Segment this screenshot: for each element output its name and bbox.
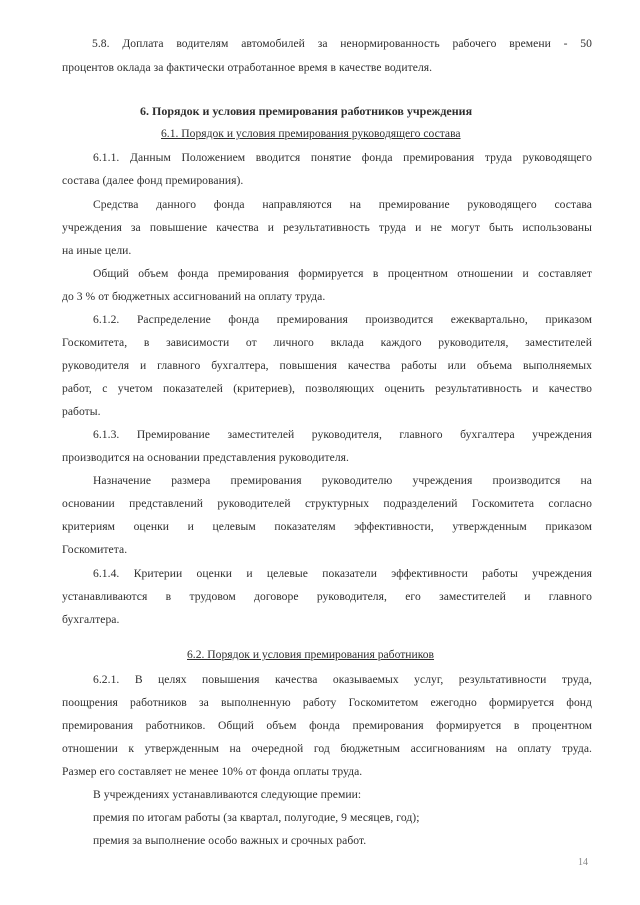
para-6-1-1-line-1: 6.1.1. Данным Положением вводится понятие фонда премирования труда руководящего <box>93 151 592 164</box>
para-6-1-4-line-2: устанавливаются в трудовом договоре руководителя, его заместителей и главного <box>62 590 592 603</box>
para-6-1-2-line-5: работы. <box>62 405 101 418</box>
para-6-1-2-line-4: работ, с учетом показателей (критериев), позволяющих оценить результативность и качество <box>62 382 592 395</box>
section-6-title: 6. Порядок и условия премирования работников учреждения <box>140 104 473 118</box>
para-6-2-1-line-1: 6.2.1. В целях повышения качества оказываемых услуг, результативности труда, <box>93 673 592 686</box>
para-6-1-3-line-2: производится на основании представления руководителя. <box>62 451 349 464</box>
subsection-6-1-title: 6.1. Порядок и условия премирования руководящего состава <box>161 127 461 140</box>
para-bonus-types: В учреждениях устанавливаются следующие премии: <box>93 788 362 801</box>
page-number: 14 <box>578 857 588 868</box>
para-assign-line-2: основании представлений руководителей структурных подразделений Госкомитета согласно <box>62 497 592 510</box>
para-assign-line-1: Назначение размера премирования руководителю учреждения производится на <box>93 474 592 487</box>
para-6-1-4-line-3: бухгалтера. <box>62 613 120 626</box>
para-assign-line-4: Госкомитета. <box>62 543 128 556</box>
para-6-1-4-line-1: 6.1.4. Критерии оценки и целевые показатели эффективности работы учреждения <box>93 567 592 580</box>
para-6-2-1-line-3: премирования работников. Общий объем фонда премирования формируется в процентном <box>62 719 592 732</box>
para-funds-line-1: Средства данного фонда направляются на премирование руководящего состава <box>93 198 592 211</box>
subsection-6-2-title: 6.2. Порядок и условия премирования работников <box>187 648 435 661</box>
para-6-1-3-line-1: 6.1.3. Премирование заместителей руководителя, главного бухгалтера учреждения <box>93 428 592 441</box>
bonus-item-2: премия за выполнение особо важных и срочных работ. <box>93 834 367 847</box>
bonus-item-1: премия по итогам работы (за квартал, полугодие, 9 месяцев, год); <box>93 811 420 824</box>
para-total-line-1: Общий объем фонда премирования формируется в процентном отношении и составляет <box>93 267 592 280</box>
para-6-2-1-line-4: отношении к утвержденным на очередной год бюджетным ассигнованиям на оплату труда. <box>62 742 592 755</box>
para-5-8-line-2: процентов оклада за фактически отработанное время в качестве водителя. <box>62 61 433 74</box>
para-6-1-2-line-3: руководителя и главного бухгалтера, повышения качества работы или объема выполняемых <box>62 359 592 372</box>
para-assign-line-3: критериям оценки и целевым показателям эффективности, утвержденным приказом <box>62 520 592 533</box>
para-5-8-line-1: 5.8. Доплата водителям автомобилей за ненормированность рабочего времени - 50 <box>92 37 592 50</box>
para-funds-line-3: на иные цели. <box>62 244 132 257</box>
para-total-line-2: до 3 % от бюджетных ассигнований на оплату труда. <box>62 290 326 303</box>
para-6-2-1-line-2: поощрения работников за выполненную работу Госкомитетом ежегодно формируется фонд <box>62 696 592 709</box>
para-6-1-2-line-1: 6.1.2. Распределение фонда премирования производится ежеквартально, приказом <box>93 313 592 326</box>
para-6-2-1-line-5: Размер его составляет не менее 10% от фонда оплаты труда. <box>62 765 363 778</box>
para-6-1-2-line-2: Госкомитета, в зависимости от личного вклада каждого руководителя, заместителей <box>62 336 592 349</box>
para-6-1-1-line-2: состава (далее фонд премирования). <box>62 174 244 187</box>
para-funds-line-2: учреждения за повышение качества и результативность труда и не могут быть использованы <box>62 221 592 234</box>
